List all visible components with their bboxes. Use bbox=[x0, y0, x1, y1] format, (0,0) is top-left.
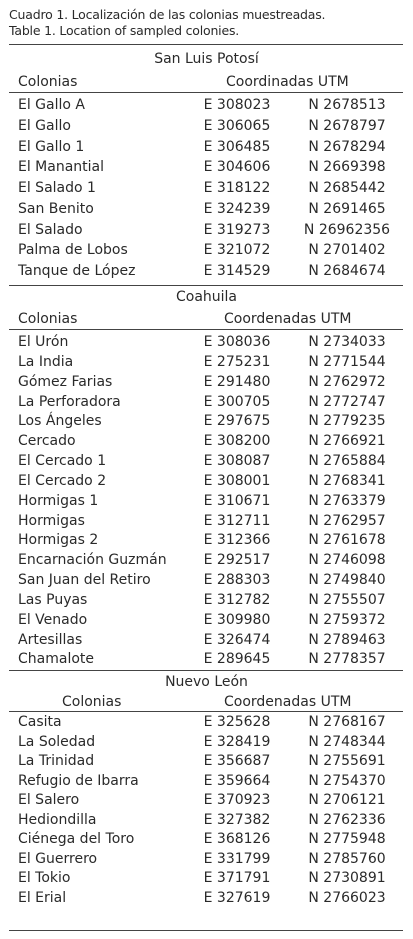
table-row bbox=[0, 530, 413, 550]
utm-easting: E 327382 bbox=[203, 811, 271, 828]
utm-northing: N 2759372 bbox=[308, 611, 386, 628]
table-row bbox=[0, 178, 413, 198]
colony-name: El Tokio bbox=[18, 870, 71, 886]
table-row bbox=[0, 199, 413, 219]
colony-name: Palma de Lobos bbox=[18, 242, 128, 259]
utm-northing: N 26962356 bbox=[303, 221, 391, 238]
colony-name: Chamalote bbox=[18, 651, 95, 668]
utm-northing: N 2775948 bbox=[308, 831, 386, 847]
section-rule bbox=[9, 285, 403, 286]
table-row bbox=[0, 137, 413, 157]
colony-name: El Guerrero bbox=[18, 850, 98, 867]
utm-northing: N 2678797 bbox=[308, 117, 386, 134]
table-row bbox=[0, 570, 413, 590]
table-caption-en: Table 1. Location of sampled colonies. bbox=[9, 23, 240, 38]
table-row bbox=[0, 511, 413, 531]
utm-easting: E 308200 bbox=[203, 433, 271, 450]
section-title: San Luis Potosí bbox=[154, 51, 259, 67]
utm-northing: N 2768167 bbox=[308, 714, 386, 730]
colony-name: Hormigas bbox=[18, 512, 85, 529]
utm-northing: N 2789463 bbox=[308, 631, 386, 648]
table-row bbox=[0, 411, 413, 431]
table-row bbox=[0, 829, 413, 849]
column-header-coordinates: Coordenadas UTM bbox=[224, 311, 352, 327]
column-header-coordinates: Coordinadas UTM bbox=[226, 74, 349, 90]
column-header-colonias: Colonias bbox=[62, 694, 122, 710]
utm-northing: N 2749840 bbox=[308, 572, 386, 588]
table-row bbox=[0, 712, 413, 732]
utm-northing: N 2701402 bbox=[308, 242, 386, 259]
colony-name: Hediondilla bbox=[18, 811, 97, 828]
utm-northing: N 2691465 bbox=[308, 200, 386, 217]
utm-northing: N 2772747 bbox=[308, 393, 386, 410]
utm-northing: N 2771544 bbox=[308, 353, 386, 370]
utm-easting: E 300705 bbox=[203, 393, 271, 410]
top-rule bbox=[9, 44, 403, 45]
header-rule bbox=[9, 92, 403, 93]
column-header-colonias: Colonias bbox=[18, 311, 78, 327]
utm-easting: E 310671 bbox=[203, 492, 271, 509]
table-row bbox=[0, 261, 413, 281]
colony-name: El Cercado 2 bbox=[18, 472, 107, 489]
table-row bbox=[0, 610, 413, 630]
colony-name: El Cercado 1 bbox=[18, 453, 107, 469]
utm-northing: N 2761678 bbox=[308, 532, 386, 549]
table-row bbox=[0, 95, 413, 115]
utm-northing: N 2685442 bbox=[308, 180, 386, 196]
table-row bbox=[0, 649, 413, 669]
table-row bbox=[0, 771, 413, 791]
utm-easting: E 368126 bbox=[203, 831, 271, 847]
utm-easting: E 328419 bbox=[203, 733, 271, 750]
utm-easting: E 289645 bbox=[203, 651, 271, 668]
utm-northing: N 2734033 bbox=[308, 334, 386, 350]
table-row bbox=[0, 550, 413, 570]
utm-northing: N 2766023 bbox=[308, 889, 386, 906]
utm-easting: E 306485 bbox=[203, 138, 271, 155]
utm-northing: N 2678513 bbox=[308, 97, 386, 113]
colony-name: La Soledad bbox=[18, 733, 96, 750]
table-row bbox=[0, 471, 413, 491]
utm-easting: E 356687 bbox=[203, 753, 271, 769]
table-row bbox=[0, 790, 413, 810]
colony-name: Los Ángeles bbox=[18, 413, 102, 430]
colony-name: San Benito bbox=[18, 200, 94, 217]
utm-northing: N 2768341 bbox=[308, 472, 386, 489]
utm-easting: E 304606 bbox=[203, 159, 271, 176]
utm-northing: N 2762972 bbox=[308, 373, 386, 390]
utm-northing: N 2746098 bbox=[308, 552, 386, 569]
colony-name: San Juan del Retiro bbox=[18, 572, 151, 588]
colony-name: Artesillas bbox=[18, 631, 83, 648]
utm-northing: N 2754370 bbox=[308, 772, 386, 789]
section-title: Nuevo León bbox=[165, 674, 248, 690]
utm-easting: E 291480 bbox=[203, 373, 271, 390]
header-rule bbox=[9, 329, 403, 330]
colony-name: El Gallo 1 bbox=[18, 138, 85, 155]
utm-easting: E 275231 bbox=[203, 353, 271, 370]
table-row bbox=[0, 590, 413, 610]
column-header-colonias: Colonias bbox=[18, 74, 78, 90]
colony-name: Gómez Farias bbox=[18, 373, 113, 390]
table-row bbox=[0, 451, 413, 471]
utm-northing: N 2778357 bbox=[308, 651, 386, 668]
section-title: Coahuila bbox=[175, 289, 238, 305]
utm-northing: N 2763379 bbox=[308, 492, 386, 509]
colony-name: Cercado bbox=[18, 433, 76, 450]
utm-northing: N 2762957 bbox=[308, 512, 386, 529]
utm-easting: E 308036 bbox=[203, 334, 271, 350]
utm-easting: E 312366 bbox=[203, 532, 271, 549]
utm-easting: E 370923 bbox=[203, 792, 271, 808]
utm-easting: E 308087 bbox=[203, 453, 271, 469]
utm-easting: E 314529 bbox=[203, 263, 271, 279]
table-caption-es: Cuadro 1. Localización de las colonias muestreadas. bbox=[9, 7, 326, 22]
colony-name: Encarnación Guzmán bbox=[18, 552, 167, 569]
colony-name: Refugio de Ibarra bbox=[18, 772, 139, 789]
utm-easting: E 312782 bbox=[203, 591, 271, 608]
utm-easting: E 326474 bbox=[203, 631, 271, 648]
table-row bbox=[0, 431, 413, 451]
utm-easting: E 319273 bbox=[203, 221, 271, 238]
colony-name: La India bbox=[18, 353, 74, 370]
utm-easting: E 325628 bbox=[203, 714, 271, 730]
utm-easting: E 306065 bbox=[203, 117, 271, 134]
utm-northing: N 2779235 bbox=[308, 413, 386, 430]
table-row bbox=[0, 157, 413, 177]
colony-name: Hormigas 2 bbox=[18, 532, 99, 549]
table-row bbox=[0, 392, 413, 412]
utm-northing: N 2678294 bbox=[308, 138, 386, 155]
table-row bbox=[0, 240, 413, 260]
colony-name: Hormigas 1 bbox=[18, 492, 99, 509]
table-row bbox=[0, 220, 413, 240]
utm-northing: N 2730891 bbox=[308, 870, 386, 886]
table-row bbox=[0, 116, 413, 136]
colony-name: Las Puyas bbox=[18, 591, 88, 608]
table-row bbox=[0, 352, 413, 372]
colony-name: La Trinidad bbox=[18, 753, 95, 769]
utm-northing: N 2748344 bbox=[308, 733, 386, 750]
colony-name: Casita bbox=[18, 714, 62, 730]
colony-name: El Salero bbox=[18, 792, 80, 808]
utm-easting: E 324239 bbox=[203, 200, 271, 217]
utm-easting: E 309980 bbox=[203, 611, 271, 628]
colony-name: El Venado bbox=[18, 611, 88, 628]
table-row bbox=[0, 732, 413, 752]
utm-easting: E 321072 bbox=[203, 242, 271, 259]
table-row bbox=[0, 849, 413, 869]
utm-easting: E 327619 bbox=[203, 889, 271, 906]
table-row bbox=[0, 491, 413, 511]
utm-northing: N 2684674 bbox=[308, 263, 386, 279]
colony-name: Tanque de López bbox=[18, 263, 136, 279]
utm-northing: N 2765884 bbox=[308, 453, 386, 469]
bottom-rule bbox=[9, 930, 403, 931]
utm-easting: E 331799 bbox=[203, 850, 271, 867]
utm-northing: N 2762336 bbox=[308, 811, 386, 828]
utm-easting: E 308023 bbox=[203, 97, 271, 113]
table-row bbox=[0, 630, 413, 650]
utm-easting: E 308001 bbox=[203, 472, 271, 489]
table-row bbox=[0, 372, 413, 392]
utm-easting: E 292517 bbox=[203, 552, 271, 569]
colony-name: El Salado 1 bbox=[18, 180, 96, 196]
utm-northing: N 2706121 bbox=[308, 792, 386, 808]
utm-northing: N 2785760 bbox=[308, 850, 386, 867]
section-rule bbox=[9, 670, 403, 671]
utm-easting: E 359664 bbox=[203, 772, 271, 789]
table-row bbox=[0, 888, 413, 908]
utm-northing: N 2755691 bbox=[308, 753, 386, 769]
table-row bbox=[0, 751, 413, 771]
colony-name: El Salado bbox=[18, 221, 83, 238]
utm-northing: N 2669398 bbox=[308, 159, 386, 176]
utm-easting: E 297675 bbox=[203, 413, 271, 430]
colony-name: El Gallo bbox=[18, 117, 71, 134]
utm-easting: E 318122 bbox=[203, 180, 271, 196]
utm-easting: E 288303 bbox=[203, 572, 271, 588]
table-row bbox=[0, 332, 413, 352]
column-header-coordinates: Coordenadas UTM bbox=[224, 694, 352, 710]
colony-name: La Perforadora bbox=[18, 393, 121, 410]
colony-name: El Urón bbox=[18, 334, 69, 350]
table-row bbox=[0, 868, 413, 888]
utm-easting: E 312711 bbox=[203, 512, 271, 529]
utm-northing: N 2766921 bbox=[308, 433, 386, 450]
colony-name: El Erial bbox=[18, 889, 67, 906]
utm-northing: N 2755507 bbox=[308, 591, 386, 608]
colony-name: El Gallo A bbox=[18, 97, 85, 113]
utm-easting: E 371791 bbox=[203, 870, 271, 886]
table-row bbox=[0, 810, 413, 830]
colony-name: Ciénega del Toro bbox=[18, 831, 135, 847]
colony-name: El Manantial bbox=[18, 159, 105, 176]
